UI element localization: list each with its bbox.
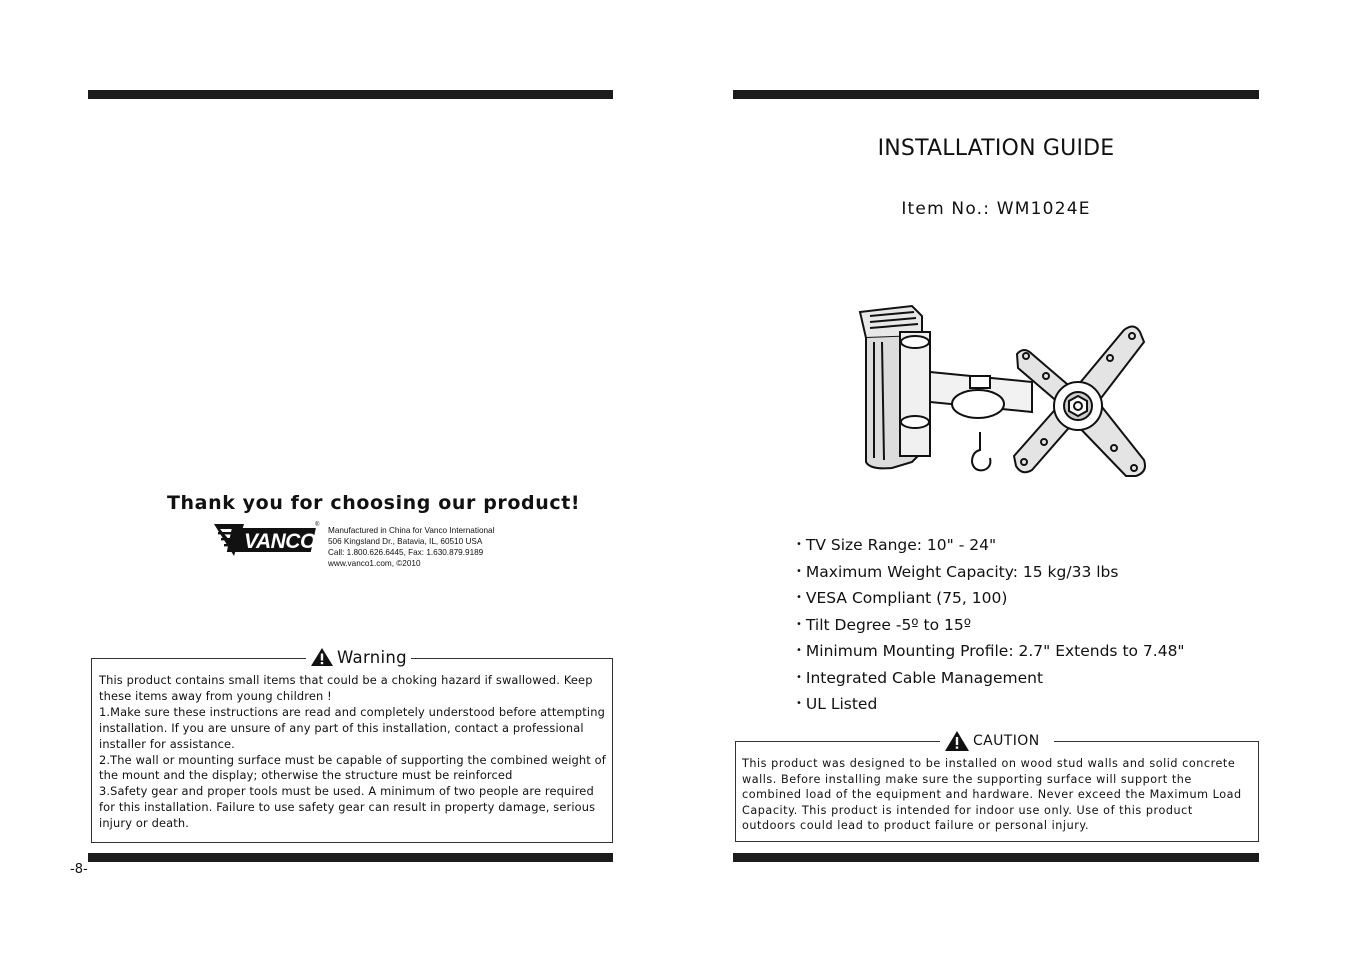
spec-list xyxy=(796,532,1185,718)
caution-line: This product was designed to be installed on wood stud walls and solid concrete xyxy=(742,757,1236,770)
warning-line: 3.Safety gear and proper tools must be used. A minimum of two people are required xyxy=(99,784,594,799)
spec-item: • Minimum Mounting Profile: 2.7" Extends to 7.48" xyxy=(796,642,1185,660)
manufacturer-line: Call: 1.800.626.6445, Fax: 1.630.879.9189 xyxy=(328,548,484,557)
warning-line: these items away from young children ! xyxy=(99,688,332,703)
caution-title xyxy=(940,728,1054,754)
warning-line: for this installation. Failure to use safety gear can result in property damage, serious xyxy=(99,800,596,815)
warning-line: 1.Make sure these instructions are read and completely understood before attempting xyxy=(99,704,605,719)
manufacturer-info xyxy=(328,525,494,569)
caution-line: combined load of the equipment and hardware. Never exceed the Maximum Load xyxy=(742,788,1242,802)
thank-you-heading: Thank you for choosing our product! xyxy=(167,492,581,514)
warning-line: installer for assistance. xyxy=(99,736,235,751)
bottom-rule-right xyxy=(733,853,1259,862)
warning-title xyxy=(306,643,411,671)
page-title: INSTALLATION GUIDE xyxy=(877,136,1115,161)
caution-line: Capacity. This product is intended for indoor use only. Use of this product xyxy=(742,803,1193,817)
bottom-rule-left xyxy=(88,853,613,862)
warning-triangle-icon xyxy=(310,647,334,667)
top-rule-right xyxy=(733,90,1259,99)
caution-line: outdoors could lead to product failure or personal injury. xyxy=(742,819,1090,833)
manufacturer-line: 506 Kingsland Dr., Batavia, IL, 60510 USA xyxy=(328,537,483,546)
spec-item: • UL Listed xyxy=(796,695,878,713)
svg-text:®: ® xyxy=(315,522,320,528)
warning-line: the mount and the display; otherwise the structure must be reinforced xyxy=(99,768,513,783)
warning-line: injury or death. xyxy=(99,816,190,831)
caution-triangle-icon xyxy=(944,730,970,752)
spec-item: • Tilt Degree -5º to 15º xyxy=(796,615,972,634)
caution-title-text: CAUTION xyxy=(973,733,1040,749)
warning-text xyxy=(99,673,606,832)
page-number: -8- xyxy=(70,862,88,877)
warning-line: installation. If you are unsure of any part of this installation, contact a professional xyxy=(99,720,584,735)
warning-line: This product contains small items that could be a choking hazard if swallowed. Keep xyxy=(99,673,593,687)
spec-item: • Maximum Weight Capacity: 15 kg/33 lbs xyxy=(796,562,1119,581)
warning-title-text: Warning xyxy=(337,647,407,667)
warning-line: 2.The wall or mounting surface must be capable of supporting the combined weight of xyxy=(99,752,606,767)
spec-item: • VESA Compliant (75, 100) xyxy=(796,589,1008,607)
item-number: Item No.: WM1024E xyxy=(901,199,1091,219)
top-rule-left xyxy=(88,90,613,99)
caution-text xyxy=(742,756,1242,834)
manufacturer-line: Manufactured in China for Vanco International xyxy=(328,526,495,535)
caution-line: walls. Before installing make sure the supporting surface will support the xyxy=(742,772,1192,786)
spec-item: • Integrated Cable Management xyxy=(796,668,1044,687)
vanco-logo-text: VANCO xyxy=(244,530,316,553)
spec-item: • TV Size Range: 10" - 24" xyxy=(796,536,997,554)
wall-mount-illustration xyxy=(852,302,1152,502)
manufacturer-line: www.vanco1.com, ©2010 xyxy=(328,559,421,568)
vanco-logo xyxy=(214,518,320,562)
